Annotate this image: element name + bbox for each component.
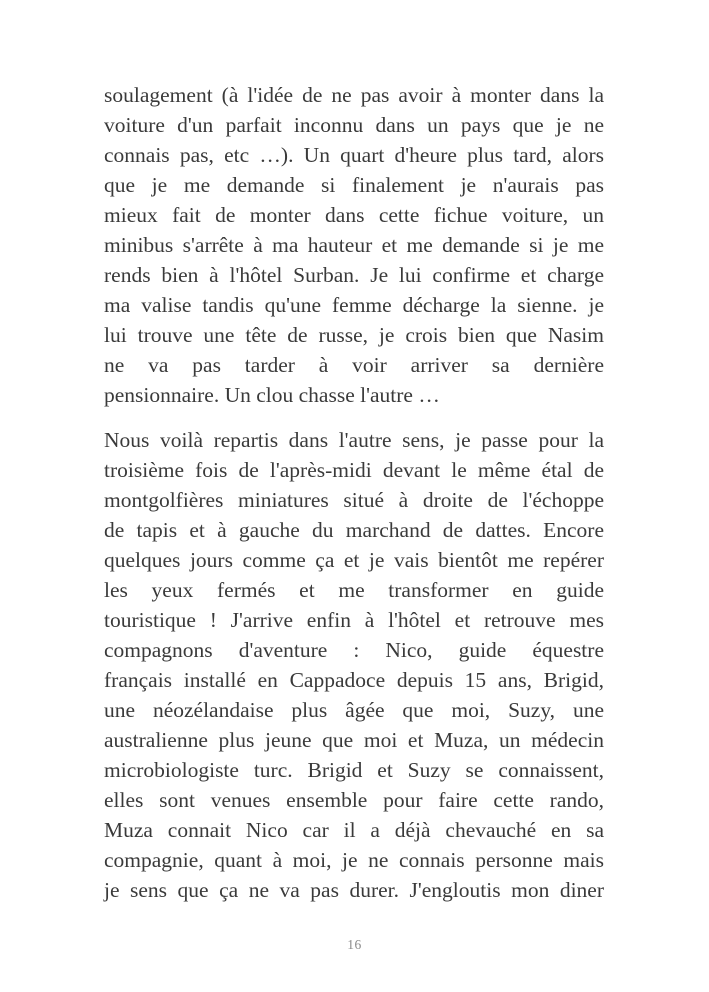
page-footer [0,936,709,954]
text-line: troisième fois de l'après-midi devant le même étal de [104,458,604,482]
text-line: microbiologiste turc. Brigid et Suzy se connaissent, [104,758,604,782]
text-line: je sens que ça ne va pas durer. J'engloutis mon diner [104,878,604,902]
text-line: Nous voilà repartis dans l'autre sens, je passe pour la [104,428,604,452]
text-line: montgolfières miniatures situé à droite de l'échoppe [104,488,604,512]
text-line: compagnons d'aventure : Nico, guide équestre [104,638,604,662]
text-line: pensionnaire. Un clou chasse l'autre … [104,383,440,407]
text-line: voiture d'un parfait inconnu dans un pays que je ne [104,113,604,137]
text-line: quelques jours comme ça et je vais bientôt me repérer [104,548,604,572]
text-line: touristique ! J'arrive enfin à l'hôtel et retrouve mes [104,608,604,632]
text-line: rends bien à l'hôtel Surban. Je lui confirme et charge [104,263,604,287]
text-line: ma valise tandis qu'une femme décharge la sienne. je [104,293,604,317]
text-line: soulagement (à l'idée de ne pas avoir à monter dans la [104,83,604,107]
text-line: les yeux fermés et me transformer en guide [104,578,604,602]
text-line: minibus s'arrête à ma hauteur et me demande si je me [104,233,604,257]
page-number: 16 [347,937,362,952]
text-line: lui trouve une tête de russe, je crois bien que Nasim [104,323,604,347]
text-line: connais pas, etc …). Un quart d'heure plus tard, alors [104,143,604,167]
paragraph [104,80,604,410]
text-column [104,80,604,920]
text-line: australienne plus jeune que moi et Muza, un médecin [104,728,604,752]
text-line: ne va pas tarder à voir arriver sa dernière [104,353,604,377]
text-line: de tapis et à gauche du marchand de dattes. Encore [104,518,604,542]
text-line: mieux fait de monter dans cette fichue voiture, un [104,203,604,227]
text-line: français installé en Cappadoce depuis 15 ans, Brigid, [104,668,604,692]
text-line: compagnie, quant à moi, je ne connais personne mais [104,848,604,872]
text-line: Muza connait Nico car il a déjà chevauché en sa [104,818,604,842]
text-line: une néozélandaise plus âgée que moi, Suzy, une [104,698,604,722]
text-line: que je me demande si finalement je n'aurais pas [104,173,604,197]
text-line: elles sont venues ensemble pour faire cette rando, [104,788,604,812]
paragraph [104,425,604,905]
